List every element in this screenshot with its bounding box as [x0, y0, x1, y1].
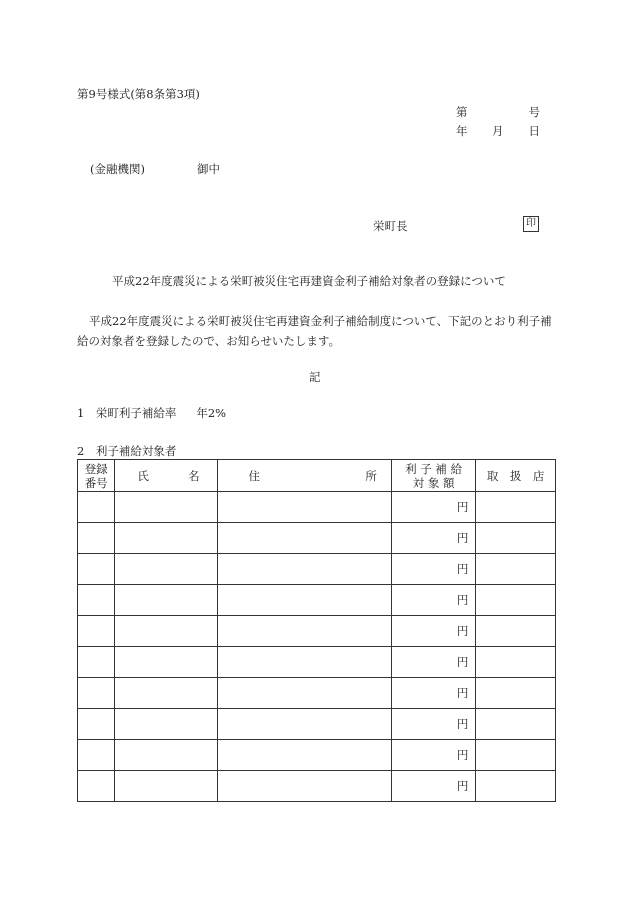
- name-cell[interactable]: [115, 647, 218, 678]
- reg-no-cell[interactable]: [78, 740, 115, 771]
- recipients-table: [77, 459, 556, 802]
- branch-cell[interactable]: [476, 771, 556, 802]
- sender-name: 栄町長: [373, 219, 408, 233]
- amount-cell[interactable]: 円: [391, 678, 475, 709]
- table-header-row: [78, 460, 556, 492]
- name-cell[interactable]: [115, 492, 218, 523]
- date-month: 月: [492, 124, 504, 138]
- address-cell[interactable]: [218, 647, 391, 678]
- branch-cell[interactable]: [476, 709, 556, 740]
- ki-heading: 記: [309, 370, 321, 384]
- amount-cell[interactable]: 円: [391, 523, 475, 554]
- header-reg-no-line1: 登録: [84, 461, 108, 476]
- header-reg-no-line2: 番号: [84, 475, 108, 490]
- addressee-institution: (金融機関): [90, 162, 145, 176]
- address-cell[interactable]: [218, 554, 391, 585]
- name-cell[interactable]: [115, 554, 218, 585]
- branch-cell[interactable]: [476, 740, 556, 771]
- amount-cell[interactable]: 円: [391, 647, 475, 678]
- table-row: [78, 678, 556, 709]
- branch-cell[interactable]: [476, 678, 556, 709]
- table-row: [78, 492, 556, 523]
- header-address-b: 所: [365, 468, 377, 483]
- seal-mark: 印: [523, 216, 539, 232]
- amount-cell[interactable]: 円: [391, 492, 475, 523]
- branch-cell[interactable]: [476, 492, 556, 523]
- header-branch: 取 扱 店: [476, 460, 556, 492]
- doc-number-suffix: 号: [528, 105, 540, 119]
- item-1-label: 1 栄町利子補給率: [77, 406, 177, 420]
- document-title: 平成22年度震災による栄町被災住宅再建資金利子補給対象者の登録について: [112, 274, 506, 288]
- reg-no-cell[interactable]: [78, 554, 115, 585]
- table-row: [78, 709, 556, 740]
- amount-cell[interactable]: 円: [391, 554, 475, 585]
- header-amount-line1: 利 子 補 給: [405, 461, 463, 476]
- name-cell[interactable]: [115, 740, 218, 771]
- amount-cell[interactable]: 円: [391, 585, 475, 616]
- item-1: [77, 405, 226, 421]
- reg-no-cell[interactable]: [78, 647, 115, 678]
- header-amount-line2: 対 象 額: [412, 475, 455, 490]
- reg-no-cell[interactable]: [78, 585, 115, 616]
- header-address-a: 住: [248, 468, 260, 483]
- address-cell[interactable]: [218, 616, 391, 647]
- header-reg-no: [78, 460, 115, 492]
- form-number: 第9号様式(第8条第3項): [77, 87, 200, 101]
- body-text: 平成22年度震災による栄町被災住宅再建資金利子補給制度について、下記のとおり利子補給の対象者を登録したので、お知らせいたします。: [77, 314, 552, 348]
- addressee-honorific: 御中: [197, 162, 220, 176]
- date-day: 日: [528, 124, 540, 138]
- address-cell[interactable]: [218, 771, 391, 802]
- branch-cell[interactable]: [476, 616, 556, 647]
- header-name-b: 名: [187, 468, 200, 483]
- name-cell[interactable]: [115, 616, 218, 647]
- date-year: 年: [456, 124, 468, 138]
- reg-no-cell[interactable]: [78, 678, 115, 709]
- header-name-a: 氏: [137, 468, 149, 483]
- amount-cell[interactable]: 円: [391, 709, 475, 740]
- item-1-value: 年2%: [196, 406, 227, 420]
- address-cell[interactable]: [218, 709, 391, 740]
- reg-no-cell[interactable]: [78, 616, 115, 647]
- reg-no-cell[interactable]: [78, 709, 115, 740]
- name-cell[interactable]: [115, 523, 218, 554]
- address-cell[interactable]: [218, 678, 391, 709]
- amount-cell[interactable]: 円: [391, 771, 475, 802]
- branch-cell[interactable]: [476, 554, 556, 585]
- table-row: [78, 523, 556, 554]
- table-row: [78, 554, 556, 585]
- branch-cell[interactable]: [476, 647, 556, 678]
- reg-no-cell[interactable]: [78, 771, 115, 802]
- table-row: [78, 616, 556, 647]
- table-row: [78, 585, 556, 616]
- header-amount: [391, 460, 475, 492]
- address-cell[interactable]: [218, 585, 391, 616]
- address-cell[interactable]: [218, 740, 391, 771]
- address-cell[interactable]: [218, 523, 391, 554]
- amount-cell[interactable]: 円: [391, 740, 475, 771]
- name-cell[interactable]: [115, 678, 218, 709]
- name-cell[interactable]: [115, 771, 218, 802]
- header-address: [218, 460, 391, 492]
- table-row: [78, 771, 556, 802]
- amount-cell[interactable]: 円: [391, 616, 475, 647]
- branch-cell[interactable]: [476, 585, 556, 616]
- name-cell[interactable]: [115, 585, 218, 616]
- table-row: [78, 740, 556, 771]
- name-cell[interactable]: [115, 709, 218, 740]
- header-name: [115, 460, 218, 492]
- table-row: [78, 647, 556, 678]
- reg-no-cell[interactable]: [78, 523, 115, 554]
- branch-cell[interactable]: [476, 523, 556, 554]
- item-2: 2 利子補給対象者: [77, 444, 177, 458]
- doc-number-prefix: 第: [456, 105, 468, 119]
- reg-no-cell[interactable]: [78, 492, 115, 523]
- address-cell[interactable]: [218, 492, 391, 523]
